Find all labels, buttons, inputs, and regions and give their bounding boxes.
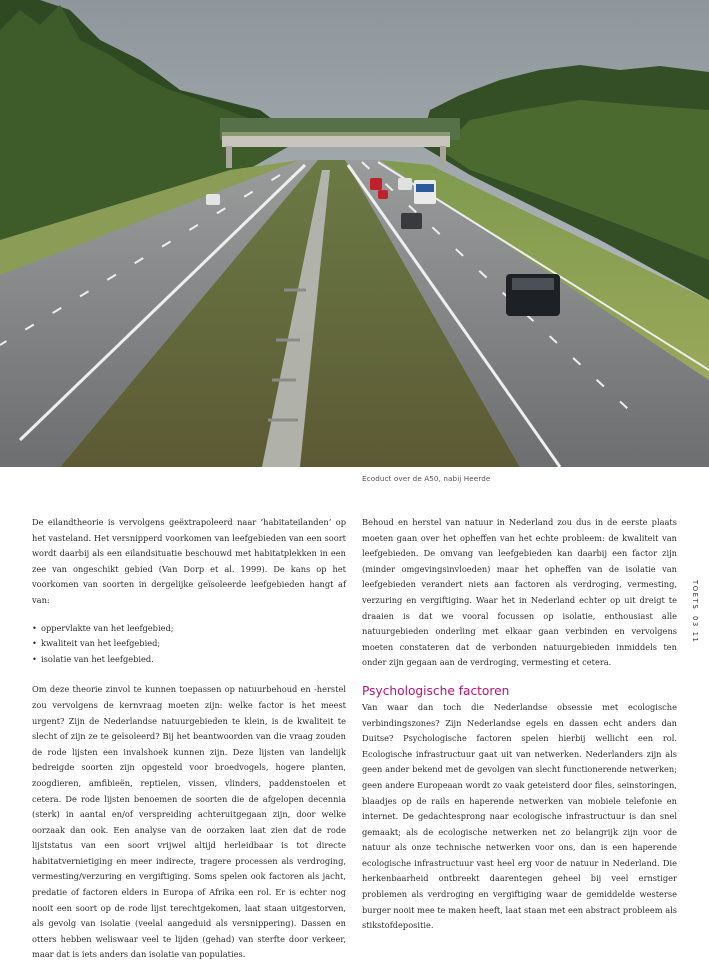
list-item-text: kwaliteit van het leefgebied; bbox=[41, 638, 161, 649]
paragraph-island-theory: De eilandtheorie is vervolgens geëxtrapoleerd naar ‘habitateilanden’ op het vasteland. Het versnipperd voorkomen van leefgebieden van een soort wordt daarbij als een eilandsituatie beschouwd met habitatplekken in een zee van ongeschikt gebied (Van Dorp et al. 1999). De kans op het voorkomen van soorten in dergelijke geïsoleerde leefgebieden hangt af van: bbox=[32, 517, 346, 605]
photo-caption: Ecoduct over de A50, nabij Heerde bbox=[362, 474, 491, 483]
bullet-icon: • bbox=[32, 638, 37, 649]
list-item bbox=[32, 621, 346, 637]
paragraph-habitat-quality: Behoud en herstel van natuur in Nederland zou dus in de eerste plaats moeten gaan over het opheffen van het echte probleem: de kwaliteit van leefgebieden. De omvang van leefgebieden kan daarbij een factor zijn (minder omgevingsinvloeden) maar het opheffen van de isolatie van leefgebieden verandert niets aan factoren als verdroging, vermesting, verzuring en vergiftiging. Waar het in Nederland echter op uit dreigt te draaien is dat we vooral focussen op isolatie, enthousiast alle natuurgebieden onderling met elkaar gaan verbinden en vervolgens moeten constateren dat de verbonden natuurgebieden inmiddels ten onder zijn gegaan aan de verdroging, vermesting et cetera. bbox=[362, 517, 677, 668]
journal-name: TOETS bbox=[691, 580, 699, 611]
issue-number: 03 11 bbox=[691, 616, 699, 644]
left-column bbox=[32, 515, 346, 975]
ecoduct-photo bbox=[0, 0, 709, 467]
factor-list bbox=[32, 621, 346, 668]
paragraph-psychological-factors: Van waar dan toch die Nederlandse obsessie met ecologische verbindingszones? Zijn Nederlandse egels en dassen echt anders dan Duitse? Psychologische factoren spelen hierbij wellicht een rol. Ecologische infrastructuur gaat uit van netwerken. Nederlanders zijn als geen ander bekend met de gevolgen van slecht functionerende netwerken; geen andere Europeaan wordt zo vaak geteisterd door files, seinstoringen, blaadjes op de rails en haperende netwerken van mobiele telefonie en internet. De gedachtesprong naar ecologische infrastructuur is dan snel gemaakt; als de ecologische netwerken net zo belangrijk zijn voor de natuur als onze technische netwerken voor ons, dan is een haperende ecologische infrastructuur vast heel erg voor de natuur in Nederland. Die herkenbaarheid ontbreekt daarentegen geheel bij veel ernstiger problemen als verdroging en vergiftiging waar de gemiddelde westerse burger nooit mee te maken heeft, laat staan met een abstract probleem als stikstofdepositie. bbox=[362, 701, 677, 931]
list-item bbox=[32, 636, 346, 652]
section-heading: Psychologische factoren bbox=[362, 683, 510, 698]
list-item-text: isolatie van het leefgebied. bbox=[41, 653, 154, 664]
list-item bbox=[32, 652, 346, 668]
bullet-icon: • bbox=[32, 653, 37, 664]
list-item-text: oppervlakte van het leefgebied; bbox=[41, 622, 174, 633]
right-column bbox=[362, 515, 677, 946]
bullet-icon: • bbox=[32, 622, 37, 633]
running-head bbox=[689, 580, 701, 644]
paragraph-red-lists: Om deze theorie zinvol te kunnen toepassen op natuurbehoud en -herstel zou vervolgens de kernvraag moeten zijn: welke factor is het meest urgent? Zijn de Nederlandse natuurgebieden te klein, is de kwaliteit te slecht of zijn ze te geïsoleerd? Bij het beantwoorden van die vraag zouden de rode lijsten een invalshoek kunnen zijn. Deze lijsten van landelijk bedreigde soorten zijn opgesteld voor broedvogels, hogere planten, zoogdieren, amfibieën, reptielen, vissen, vlinders, paddenstoelen et cetera. De rode lijsten benoemen de soorten die de afgelopen decennia (sterk) in aantal en/of verspreiding achteruitgegaan zijn, door welke oorzaak dan ook. Een analyse van de oorzaken laat zien dat de rode lijststatus van een soort vrijwel altijd herleidbaar is tot directe habitatvernietiging en meer indirecte, tragere processen als verdroging, vermesting/verzuring en vergiftiging. Soms spelen ook factoren als jacht, predatie of factoren elders in Europa of Afrika een rol. Er is echter nog nooit een soort op de rode lijst terechtgekomen, laat staan uitgestorven, als gevolg van isolatie (veelal aangeduid als versnippering). Dassen en otters hebben weliswaar veel te lijden (gehad) van sterfte door verkeer, maar dat is iets anders dan isolatie van populaties. bbox=[32, 684, 346, 960]
